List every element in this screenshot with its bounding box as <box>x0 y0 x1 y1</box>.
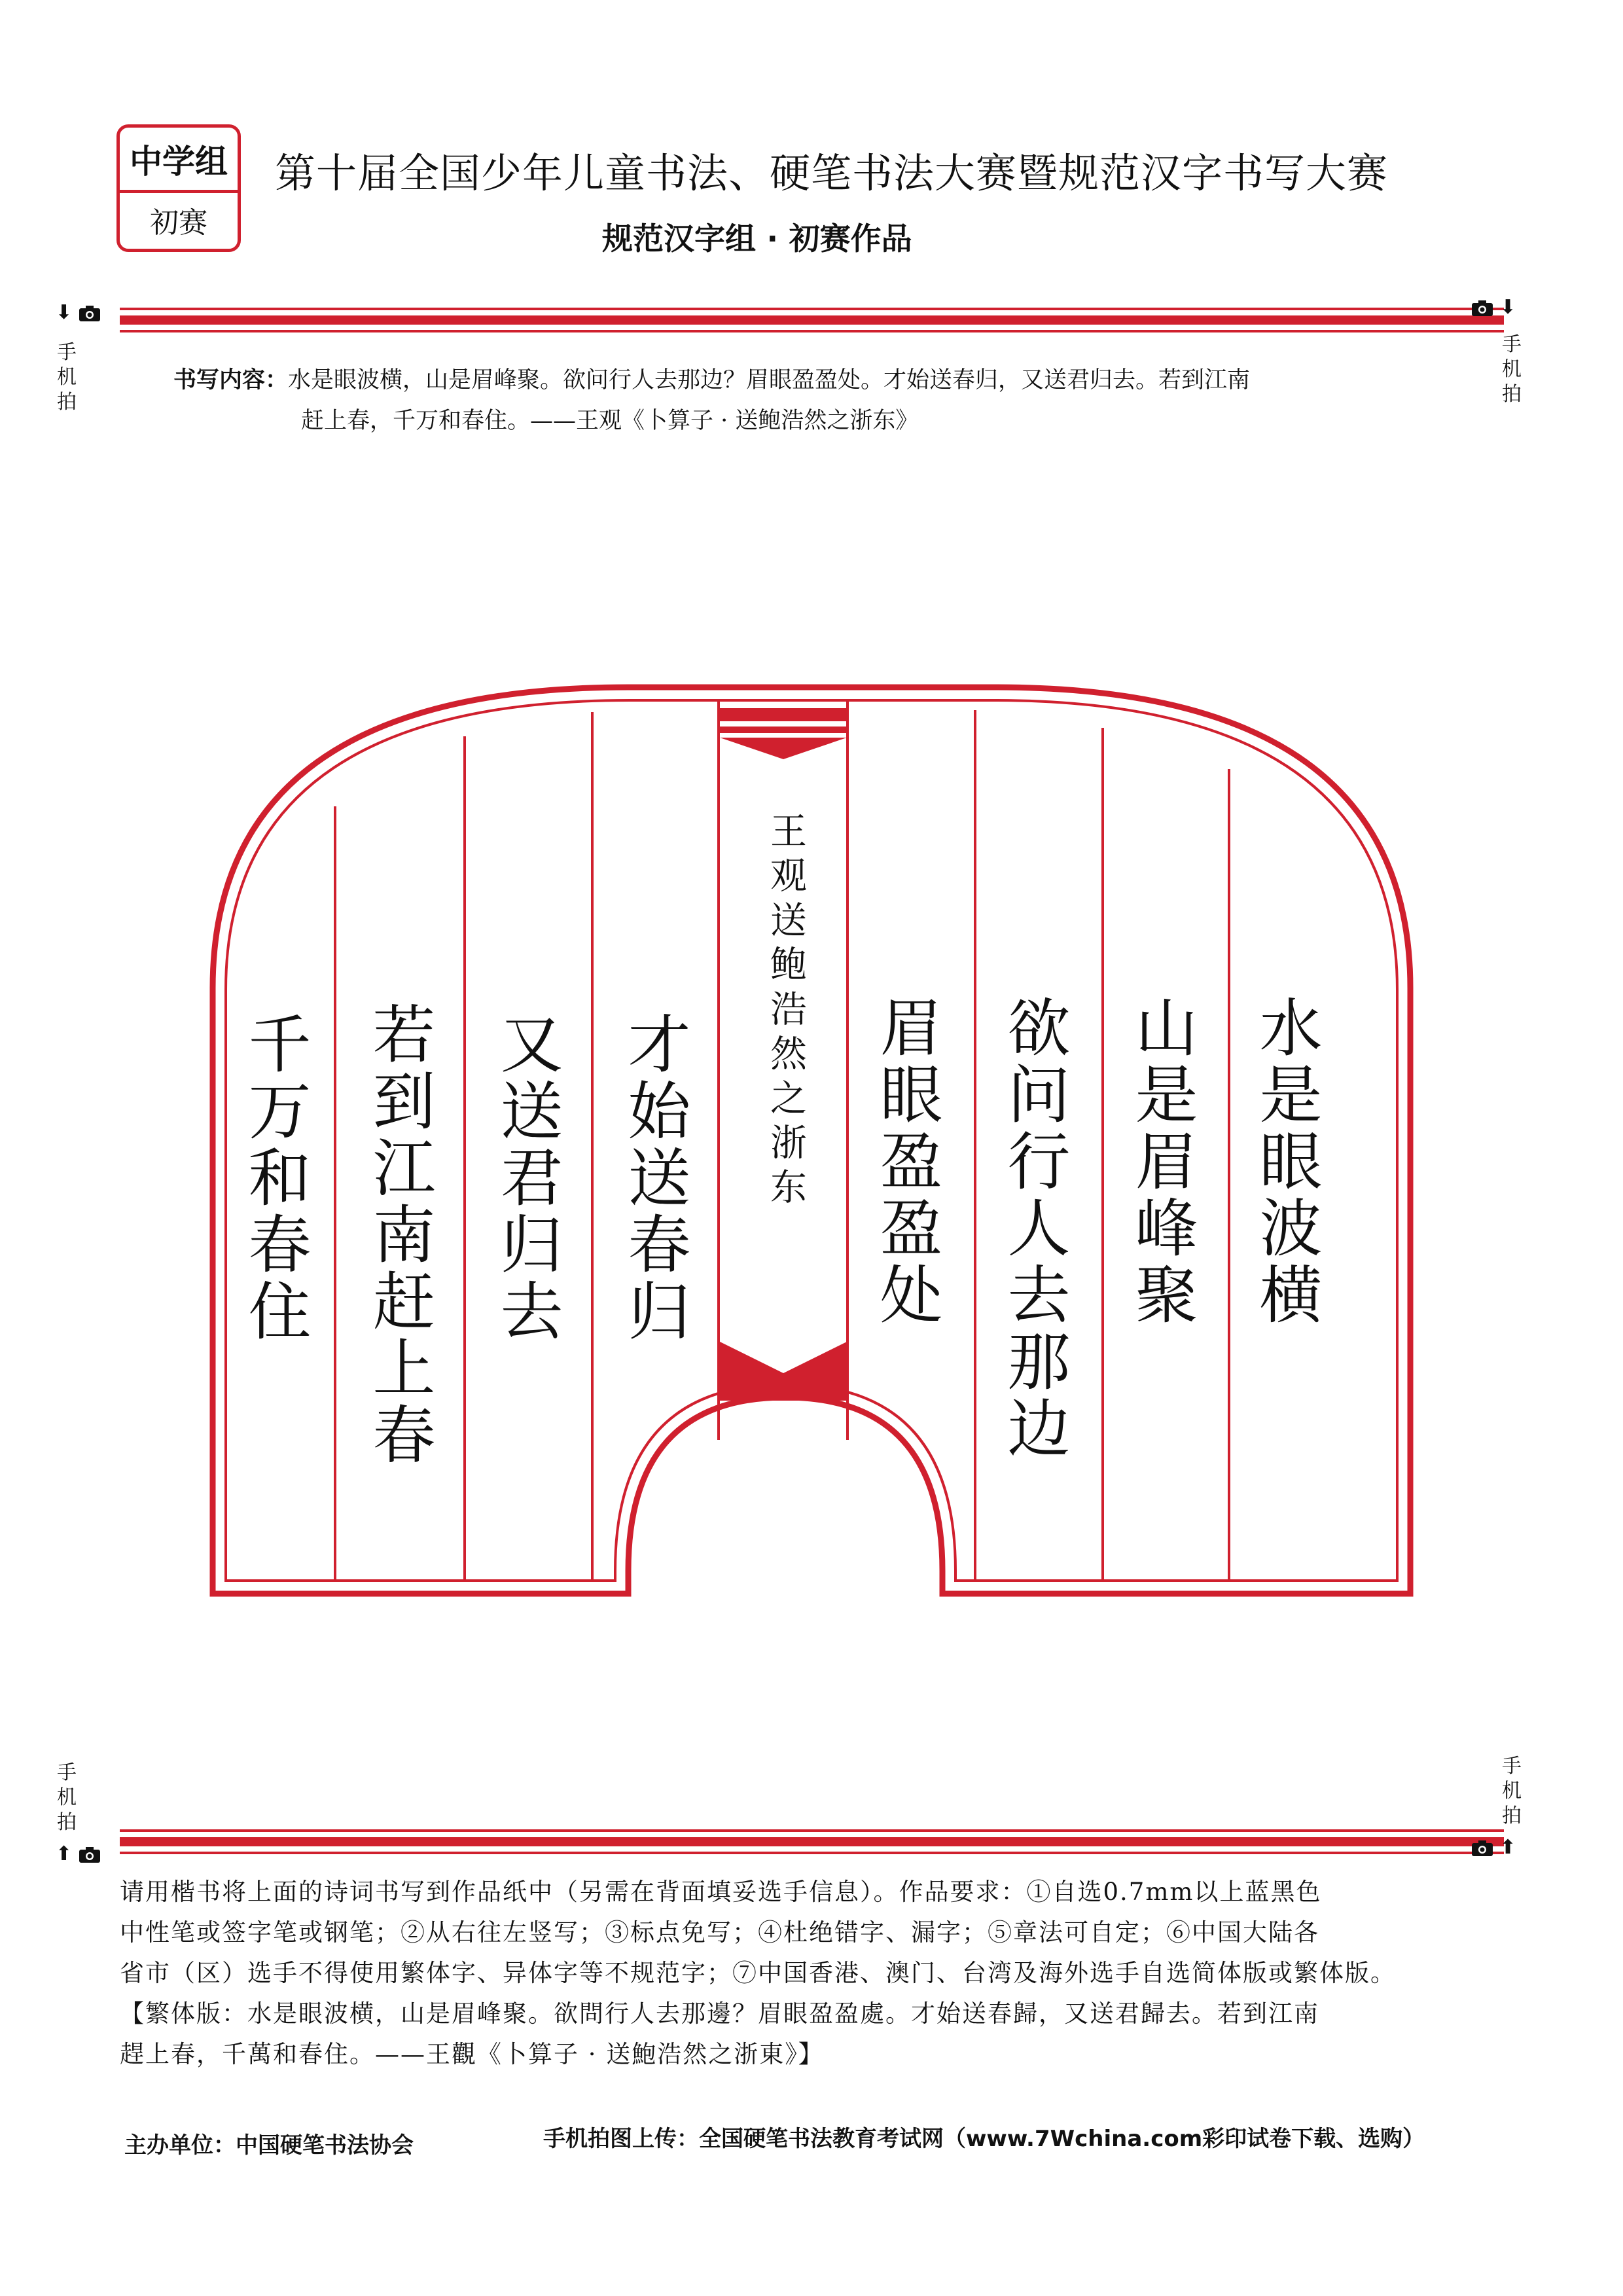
phone-shoot-label: 手机拍 <box>1502 333 1522 406</box>
calligraphy-column-5: 才始送春归 <box>618 1011 691 1345</box>
instruction-line: 趕上春，千萬和春住。——王觀《卜算子 · 送鮑浩然之浙東》】 <box>120 2040 824 2068</box>
instructions <box>120 1872 1504 2075</box>
instruction-line: 中性笔或签字笔或钢笔；②从右往左竖写；③标点免写；④杜绝错字、漏字；⑤章法可自定；⑥中国大陆各 <box>120 1918 1319 1946</box>
calligraphy-column-7: 若到江南赶上春 <box>363 1001 436 1469</box>
arrow-down-icon: ⬇ <box>1499 296 1516 319</box>
calligraphy-column-3: 欲问行人去那边 <box>997 995 1071 1462</box>
arrow-up-icon: ⬆ <box>1499 1836 1516 1859</box>
phone-shoot-label: 手机拍 <box>1502 1755 1522 1827</box>
calligraphy-column-1: 水是眼波横 <box>1249 995 1323 1329</box>
arrow-up-icon: ⬆ <box>56 1842 73 1865</box>
instruction-line: 省市（区）选手不得使用繁体字、异体字等不规范字；⑦中国香港、澳门、台湾及海外选手自选简体版或繁体版。 <box>120 1959 1396 1987</box>
instruction-line: 【繁体版：水是眼波横，山是眉峰聚。欲問行人去那邊？眉眼盈盈處。才始送春歸，又送君歸去。若到江南 <box>120 2000 1319 2028</box>
phone-shoot-label: 手机拍 <box>57 341 77 414</box>
calligraphy-column-2: 山是眉峰聚 <box>1125 995 1198 1329</box>
signature-column: 王观送鲍浩然之浙东 <box>764 812 807 1212</box>
page-subtitle: 规范汉字组 · 初赛作品 <box>602 221 912 257</box>
content-label: 书写内容： <box>173 367 289 393</box>
calligraphy-column-4: 眉眼盈盈处 <box>870 995 943 1329</box>
content-line-2: 赶上春，千万和春住。——王观《卜算子 · 送鲍浩然之浙东》 <box>301 408 919 434</box>
content-line-1: 水是眼波横，山是眉峰聚。欲问行人去那边？眉眼盈盈处。才始送春归，又送君归去。若到江南 <box>288 367 1251 393</box>
instruction-line: 请用楷书将上面的诗词书写到作品纸中（另需在背面填妥选手信息）。作品要求：①自选0.7mm以上蓝黑色 <box>120 1878 1322 1906</box>
upload-text: 手机拍图上传：全国硬笔书法教育考试网（www.7Wchina.com彩印试卷下载、选购） <box>543 2126 1425 2152</box>
badge-round-label: 初赛 <box>150 206 207 240</box>
phone-shoot-label: 手机拍 <box>57 1761 77 1834</box>
page-title: 第十届全国少年儿童书法、硬笔书法大赛暨规范汉字书写大赛 <box>275 149 1389 197</box>
arrow-down-icon: ⬇ <box>56 301 73 324</box>
calligraphy-column-8: 千万和春住 <box>238 1011 312 1345</box>
organizer-text: 主办单位：中国硬笔书法协会 <box>124 2132 414 2159</box>
badge-group-label: 中学组 <box>120 128 238 193</box>
calligraphy-column-6: 又送君归去 <box>490 1011 563 1345</box>
